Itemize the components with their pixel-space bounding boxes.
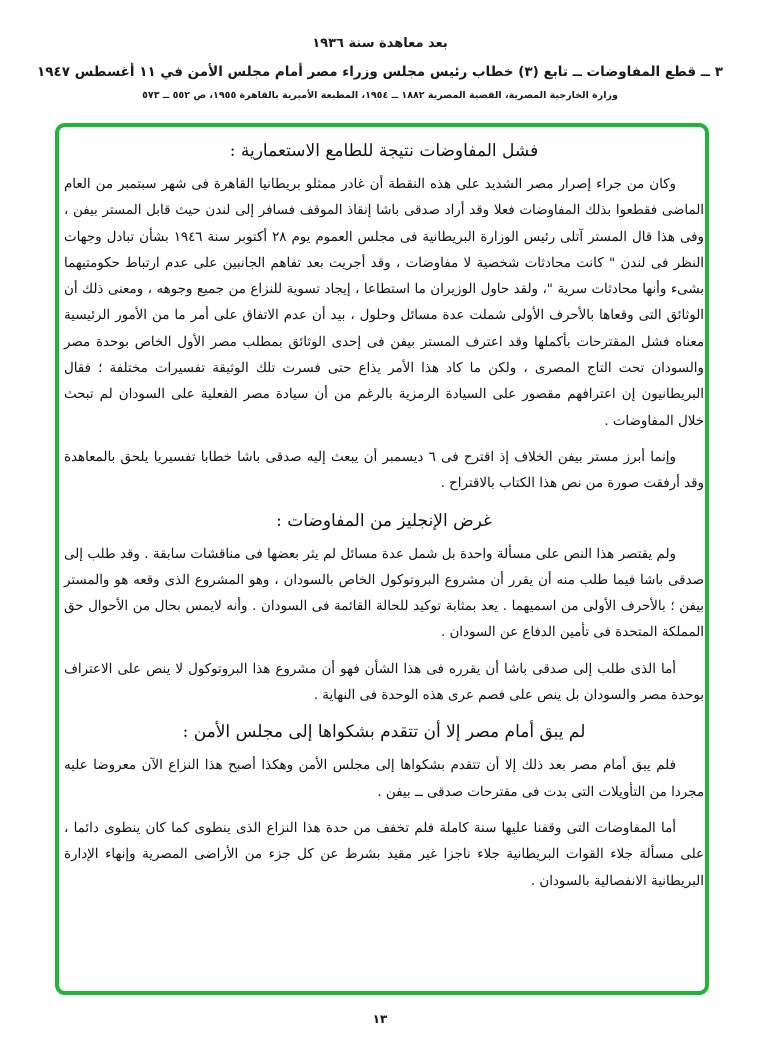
paragraph <box>62 542 706 647</box>
document-title: ٣ ــ قطع المفاوضات ــ تابع (٣) خطاب رئيس مجلس وزراء مصر أمام مجلس الأمن في ١١ أغسطس ١٩٤٧ <box>37 64 723 80</box>
paragraph-text: فلم يبق أمام مصر بعد ذلك إلا أن تتقدم بشكواها إلى مجلس الأمن وهكذا أصبح هذا النزاع الآن معروضا عليه مجردا من التأويلات التى بدت فى مقترحات صدقى ــ بيفن . <box>64 758 704 800</box>
paragraph <box>62 753 706 806</box>
paragraph-text: أما المفاوضات التى وقفنا عليها سنة كاملة فلم تخفف من حدة هذا النزاع الذى ينطوى كما كان ينطوى دائما ، على مسألة جلاء القوات البريطانية جلاء ناجزا غير مقيد بشرط عن كل جزء من الأراضى المصرية وإنهاء الإدارة البريطانية الانفصالية بالسودان . <box>64 820 704 889</box>
section-failure <box>62 138 706 498</box>
section-heading: فشل المفاوضات نتيجة للطامع الاستعمارية : <box>229 141 539 161</box>
document-source: وزارة الخارجية المصرية، القضية المصرية ١٨٨٢ ــ ١٩٥٤، المطبعة الأميرية بالقاهرة ١٩٥٥، ص ٥٥٢ ــ ٥٧٣ <box>142 90 618 101</box>
paragraph-text: أما الذى طلب إلى صدقى باشا أن يقرره فى هذا الشأن فهو أن مشروع هذا البروتوكول لا ينص على الاعتراف بوحدة مصر والسودان بل ينص على فصم عرى هذه الوحدة فى النهاية . <box>64 661 704 704</box>
paragraph-text: ولم يقتصر هذا النص على مسألة واحدة بل شمل عدة مسائل لم يثر بعضها فى مناقشات سابقة . وقد طلب إلى صدقى باشا فيما طلب منه أن يقرر أن مشروع البروتوكول الخاص بالسودان ، وهو المشروع الذى وقعه هو والمستر بيفن ؛ بالأحرف الأولى من اسميهما . يعد بمثابة توكيد للحالة القائمة فى السودان . وأنه لايمس بحال من الأحوال حق المملكة المتحدة فى تأمين الدفاع عن السودان . <box>64 546 704 641</box>
document-body <box>62 132 706 905</box>
paragraph <box>62 816 706 895</box>
section-heading: غرض الإنجليز من المفاوضات : <box>276 510 492 531</box>
section-heading: لم يبق أمام مصر إلا أن تتقدم بشكواها إلى مجلس الأمن : <box>182 722 586 743</box>
running-title: بعد معاهدة سنة ١٩٣٦ <box>312 36 448 51</box>
page-number: ١٣ <box>372 1012 388 1026</box>
section-security-council <box>62 719 706 894</box>
paragraph <box>62 445 706 498</box>
paragraph <box>62 172 706 435</box>
paragraph-text: وإنما أبرز مستر بيفن الخلاف إذ اقترح فى ٦ ديسمبر أن يبعث إليه صدقى باشا خطابا تفسيريا يلحق بالمعاهدة وقد أرفقت صورة من نص هذا الكتاب بالاقتراح . <box>64 449 704 492</box>
paragraph-text: وكان من جراء إصرار مصر الشديد على هذه النقطة أن غادر ممثلو بريطانيا القاهرة فى شهر سبتمبر من العام الماضى فقطعوا بذلك المفاوضات فعلا وقد أراد صدقى باشا إنقاذ الموقف فسافر إلى لندن حيث قابل المستر بيفن ، وفى هذا قال المستر آتلى رئيس الوزارة البريطانية فى مجلس العموم يوم ٢٨ أكتوبر سنة ١٩٤٦ بشأن تبادل وجهات النظر فى لندن " كانت محادثات شخصية لا مفاوضات ، وقد أجريت بعد تفاهم الجانبين على عدم ارتباط حكومتيهما بشىء وأنها محادثات سرية "، ولقد حاول الوزيران ما استطاعا ، إيجاد تسوية للنزاع من جميع وجوهه ، ومعنى ذلك أن الوثائق التى وقعاها بالأحرف الأولى شملت عدة مسائل وحلول ، بيد أن عدم الاتفاق على أمر ما من الأمور الرئيسية معناه فشل المقترحات بأكملها وقد اعترف المستر بيفن فى إحدى الوثائق بمطلب مصر الأول الخاص بوحدة مصر والسودان تحت التاج المصرى ، ولكن ما كاد هذا الأمر يذاع حتى فسرت تلك الوثيقة تفسيرات مختلفة ؛ فقال البريطانيون إن اعترافهم مقصور على السيادة الرمزية بالرغم من أن سيادة مصر الفعلية على السودان لم تبحث خلال المفاوضات . <box>64 177 704 429</box>
paragraph <box>62 657 706 710</box>
section-british-aim <box>62 508 706 710</box>
